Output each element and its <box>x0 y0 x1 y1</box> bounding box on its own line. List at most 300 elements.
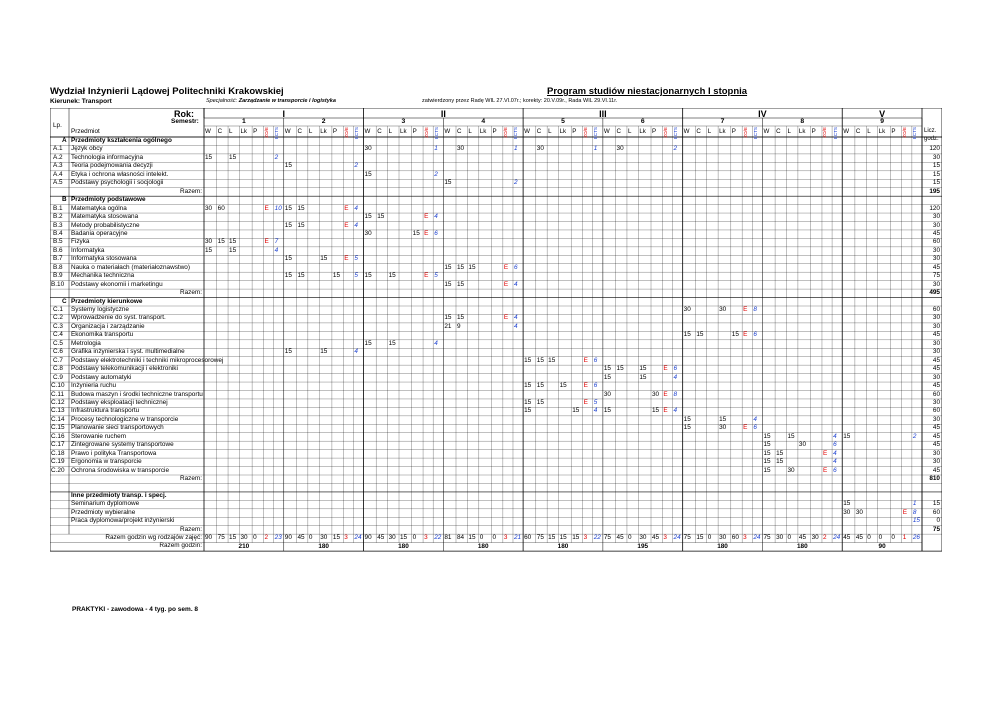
semester-sum-value: 0 <box>787 534 792 542</box>
col-header-w: W <box>364 128 371 135</box>
row-total-hours: 30 <box>932 322 940 330</box>
hours-value: 15 <box>719 415 727 423</box>
hours-value: 15 <box>696 331 704 339</box>
row-lp: B.9 <box>53 272 63 280</box>
semester-sum-value: 30 <box>320 534 328 542</box>
exam-mark: E <box>503 263 509 271</box>
exam-mark: E <box>344 204 349 212</box>
semester-sum-value: 3 <box>663 534 667 542</box>
ects-value: 6 <box>593 356 598 364</box>
year-IV: IV <box>758 109 767 119</box>
row-total-hours: 45 <box>932 424 940 432</box>
row-lp: A.3 <box>53 162 63 170</box>
col-header-ects: ECTS <box>353 127 359 140</box>
hours-value: 15 <box>320 348 328 356</box>
semester-sum-value: 0 <box>492 534 497 542</box>
semester-8: 8 <box>800 118 805 125</box>
semester-sum-value: 23 <box>274 534 282 542</box>
semester-sum-value: 3 <box>344 534 348 542</box>
hours-value: 15 <box>388 339 396 347</box>
row-total-hours: 810 <box>929 475 940 482</box>
col-header-lk: Lk <box>798 128 806 135</box>
subject-name: Informatyka <box>71 246 105 254</box>
ects-value: 4 <box>434 339 438 347</box>
row-lp: C.20 <box>51 466 65 474</box>
year-V: V <box>879 109 886 119</box>
col-header-w: W <box>524 128 530 135</box>
specjalnosc-label <box>206 98 336 104</box>
subject-name: Ochrona środowiska w transporcie <box>71 466 170 474</box>
subject-name: Prawo i polityka Transportowa <box>71 449 157 457</box>
semester-sum-value: 15 <box>400 534 408 542</box>
exam-mark: E <box>743 306 748 313</box>
razem-label: Razem: <box>179 289 202 297</box>
semester-sum-value: 0 <box>412 534 417 542</box>
semester-sum-value: 30 <box>719 534 727 542</box>
row-lp: C.5 <box>53 339 63 347</box>
ects-value: 2 <box>673 145 678 153</box>
row-total-hours: 30 <box>932 213 940 221</box>
subject-name: Seminarium dyplomowe <box>71 500 140 508</box>
row-total-hours: 30 <box>932 255 940 263</box>
ects-value: 6 <box>833 466 837 474</box>
hours-value: 15 <box>731 331 739 339</box>
lp-header: Lp. <box>53 122 62 129</box>
col-header-c: C <box>616 128 622 135</box>
subject-name: Matematyka stosowana <box>71 213 139 221</box>
row-lp: C.12 <box>51 398 65 406</box>
row-lp: B.10 <box>51 280 65 288</box>
row-total-hours: 30 <box>932 398 940 406</box>
row-lp: C.7 <box>53 356 63 364</box>
hours-value: 15 <box>364 339 372 347</box>
col-header-l: L <box>867 128 871 135</box>
semester-sum-value: 24 <box>753 534 761 542</box>
col-header-l: L <box>229 128 233 135</box>
year-II: II <box>440 109 446 119</box>
semester-sum-value: 0 <box>707 534 712 542</box>
semester-sum-value: 81 <box>444 534 452 542</box>
subject-name: Podstawy elektrotechniki i techniki mikroprocesorowej <box>71 356 224 364</box>
col-header-zo-e: ZO/E <box>822 127 828 138</box>
hours-value: 15 <box>843 432 851 440</box>
hours-value: 30 <box>616 145 624 153</box>
row-lp: B.4 <box>53 229 63 237</box>
semester-2: 2 <box>321 118 326 125</box>
hours-value: 15 <box>444 280 452 288</box>
exam-mark: E <box>344 255 349 263</box>
col-header-p: P <box>731 128 736 135</box>
hours-value: 15 <box>284 255 292 263</box>
approval-note: zatwierdzony przez Radę WIL 27.VI.07r.; korekty: 20.V.09r., Rada WIL 29.VI.11r. <box>422 98 618 104</box>
subject-name: Planowanie sieci transportowych <box>71 424 164 432</box>
hours-value: 15 <box>229 153 237 161</box>
hours-value: 21 <box>444 322 452 330</box>
semester-sum-value: 2 <box>264 534 269 542</box>
ects-value: 2 <box>513 179 518 187</box>
section-heading: Przedmioty kierunkowe <box>71 297 143 305</box>
semester-sum-value: 75 <box>217 534 225 542</box>
godz-header: godz. <box>924 136 939 142</box>
row-total-hours: 60 <box>932 390 940 398</box>
hours-value: 15 <box>843 500 851 508</box>
subject-name: Sterowanie ruchem <box>71 432 127 440</box>
hours-value: 30 <box>683 306 691 313</box>
row-lp: B.8 <box>53 263 63 271</box>
hours-value: 15 <box>683 331 691 339</box>
exam-mark: E <box>902 508 907 516</box>
row-lp: C.1 <box>53 306 63 313</box>
row-total-hours: 30 <box>932 153 940 161</box>
ects-value: 4 <box>513 322 518 330</box>
row-lp: C.17 <box>51 441 65 449</box>
ects-value: 4 <box>354 348 358 356</box>
col-header-w: W <box>205 128 211 135</box>
hours-value: 15 <box>205 153 213 161</box>
ects-value: 4 <box>673 373 678 381</box>
hours-value: 15 <box>548 356 556 364</box>
semester-sum-value: 60 <box>524 534 532 542</box>
semester-sum-value: 22 <box>434 534 442 542</box>
row-lp: C.11 <box>51 390 65 398</box>
ects-value: 8 <box>673 390 678 398</box>
semester-sum-value: 0 <box>867 534 871 542</box>
row-total-hours: 15 <box>932 162 940 170</box>
col-header-zo-e: ZO/E <box>343 127 349 138</box>
subject-name: Ekonomika transportu <box>71 331 134 339</box>
hours-value: 15 <box>284 348 292 356</box>
ects-value: 6 <box>833 441 837 449</box>
semester-4: 4 <box>481 118 486 125</box>
subject-name: Budowa maszyn i środki techniczne transportu <box>71 390 203 398</box>
semester-sum-value: 3 <box>424 534 428 542</box>
col-header-l: L <box>707 128 712 135</box>
ects-value: 15 <box>912 517 920 525</box>
semester-total-hours: 195 <box>637 543 649 551</box>
ects-value: 1 <box>513 145 518 153</box>
semester-sum-value: 15 <box>468 534 476 542</box>
row-total-hours: 45 <box>932 365 940 373</box>
semester-sum-value: 0 <box>308 534 313 542</box>
subject-name: Infrastruktura transportu <box>71 407 140 415</box>
row-lp: C.14 <box>51 415 65 423</box>
exam-mark: E <box>264 204 269 212</box>
semester-sum-value: 45 <box>855 534 863 542</box>
section-heading: Inne przedmioty transp. i specj. <box>71 491 167 499</box>
semester-sum-value: 45 <box>798 534 806 542</box>
col-header-c: C <box>217 128 223 135</box>
col-header-c: C <box>377 128 382 135</box>
razem-label: Razem: <box>179 187 202 195</box>
col-header-c: C <box>456 128 462 135</box>
row-lp: B <box>62 196 67 204</box>
row-total-hours: 495 <box>929 289 940 297</box>
hours-value: 30 <box>719 306 727 313</box>
semester-total-hours: 180 <box>318 543 329 551</box>
subject-name: Metrologia <box>71 339 101 347</box>
semester-sum-value: 45 <box>297 534 305 542</box>
col-header-w: W <box>284 128 291 135</box>
col-header-c: C <box>855 128 861 135</box>
semester-sum-value: 45 <box>616 534 624 542</box>
hours-value: 15 <box>468 263 476 271</box>
row-lp: B.6 <box>53 246 63 254</box>
praktyki-note: PRAKTYKI - zawodowa - 4 tyg. po sem. 8 <box>72 606 199 613</box>
row-total-hours: 60 <box>932 508 940 516</box>
row-total-hours: 75 <box>932 272 940 280</box>
row-lp: C.19 <box>51 458 65 466</box>
row-lp: C <box>62 297 67 305</box>
col-header-zo-e: ZO/E <box>503 127 509 138</box>
licz-header: Licz. <box>924 128 937 134</box>
semester-total-hours: 180 <box>557 543 569 551</box>
ects-value: 10 <box>274 204 282 212</box>
hours-value: 30 <box>364 145 372 153</box>
hours-value: 15 <box>652 407 660 415</box>
hours-value: 15 <box>524 382 532 390</box>
col-header-p: P <box>412 128 417 135</box>
row-lp: C.13 <box>51 407 65 415</box>
row-total-hours: 30 <box>932 348 940 356</box>
hours-value: 15 <box>444 314 452 322</box>
subject-name: Nauka o materiałach (materiałoznawstwo) <box>71 263 190 271</box>
col-header-c: C <box>297 128 302 135</box>
row-total-hours: 30 <box>932 221 940 229</box>
page-title-right: Program studiów niestacjonarnych I stopnia <box>547 86 748 97</box>
hours-value: 15 <box>536 398 544 406</box>
hours-value: 15 <box>572 407 580 415</box>
hours-value: 15 <box>284 162 292 170</box>
hours-value: 15 <box>763 466 771 474</box>
hours-value: 15 <box>763 441 771 449</box>
exam-mark: E <box>503 280 509 288</box>
ects-value: 2 <box>912 432 917 440</box>
semester-sum-value: 15 <box>548 534 556 542</box>
ects-value: 2 <box>354 162 358 170</box>
semester-total-hours: 180 <box>717 543 728 551</box>
subject-name: Ergonomia w transporcie <box>71 458 142 466</box>
semester-sum-value: 84 <box>456 534 465 542</box>
col-header-ects: ECTS <box>752 127 758 140</box>
row-total-hours: 15 <box>932 170 940 178</box>
row-total-hours: 30 <box>932 449 940 457</box>
exam-mark: E <box>424 229 429 237</box>
col-header-lk: Lk <box>559 128 567 135</box>
semester-sum-value: 15 <box>696 534 704 542</box>
semester-sum-value: 75 <box>683 534 691 542</box>
exam-mark: E <box>663 390 668 398</box>
col-header-l: L <box>388 128 393 135</box>
hours-value: 15 <box>683 415 691 423</box>
subject-name: Zintegrowane systemy transportowe <box>71 441 174 449</box>
ects-value: 4 <box>753 415 757 423</box>
ects-value: 4 <box>354 221 358 229</box>
row-total-hours: 30 <box>932 339 940 347</box>
col-header-lk: Lk <box>400 128 407 135</box>
row-lp: C.16 <box>51 432 65 440</box>
semester-sum-value: 30 <box>240 534 248 542</box>
col-header-w: W <box>843 128 850 135</box>
hours-value: 15 <box>205 246 213 254</box>
row-total-hours: 0 <box>936 517 940 525</box>
subject-name: Etyka i ochrona własności intelekt. <box>71 170 169 178</box>
hours-value: 15 <box>776 449 784 457</box>
semester-sum-value: 30 <box>811 534 819 542</box>
subject-name: Mechanika techniczna <box>71 272 135 280</box>
semester-1: 1 <box>241 118 246 125</box>
hours-value: 15 <box>536 382 544 390</box>
ects-value: 6 <box>753 424 757 432</box>
col-header-lk: Lk <box>639 128 646 135</box>
hours-value: 15 <box>524 407 532 415</box>
hours-value: 15 <box>284 221 292 229</box>
ects-value: 2 <box>274 153 279 161</box>
semester-sum-value: 0 <box>878 534 883 542</box>
exam-mark: E <box>344 221 349 229</box>
col-header-zo-e: ZO/E <box>662 127 668 138</box>
row-total-hours: 45 <box>932 382 940 390</box>
ects-value: 5 <box>354 272 358 280</box>
row-lp: C.9 <box>53 373 63 381</box>
col-header-l: L <box>787 128 791 135</box>
hours-value: 30 <box>536 145 544 153</box>
semester-sum-value: 45 <box>843 534 851 542</box>
exam-mark: E <box>583 382 588 390</box>
ects-value: 4 <box>833 432 837 440</box>
subject-name: Matematyka ogólna <box>71 204 127 212</box>
hours-value: 15 <box>603 407 611 415</box>
hours-value: 15 <box>388 272 396 280</box>
row-total-hours: 30 <box>932 246 940 254</box>
exam-mark: E <box>822 466 828 474</box>
row-total-hours: 15 <box>932 500 940 508</box>
row-lp: A.5 <box>53 179 63 187</box>
hours-value: 15 <box>297 221 305 229</box>
hours-value: 15 <box>284 204 292 212</box>
rok-label: Rok: <box>174 109 194 119</box>
row-lp: C.3 <box>53 322 63 330</box>
semester-total-hours: 90 <box>878 543 886 551</box>
row-total-hours: 75 <box>932 525 940 533</box>
hours-value: 30 <box>652 390 660 398</box>
subject-name: Język obcy <box>71 145 103 153</box>
subject-name: Badania operacyjne <box>71 229 128 237</box>
hours-value: 15 <box>456 263 465 271</box>
row-lp: C.8 <box>53 365 63 373</box>
hours-value: 15 <box>763 458 771 466</box>
row-total-hours: 60 <box>932 306 940 313</box>
col-header-lk: Lk <box>479 128 487 135</box>
semester-5: 5 <box>561 118 565 125</box>
semester-sum-value: 2 <box>822 534 827 542</box>
col-header-w: W <box>763 128 770 135</box>
hours-value: 15 <box>297 272 305 280</box>
row-lp: B.2 <box>53 213 63 221</box>
row-total-hours: 45 <box>932 263 940 271</box>
subject-name: Podstawy psychologii i socjologii <box>71 179 164 187</box>
hours-value: 30 <box>364 229 372 237</box>
row-lp: A <box>62 137 67 144</box>
semester-sum-value: 15 <box>332 534 340 542</box>
ects-value: 4 <box>593 407 598 415</box>
kierunek-label: Kierunek: Transport <box>50 98 112 105</box>
ects-value: 6 <box>593 382 598 390</box>
col-header-p: P <box>652 128 657 135</box>
row-total-hours: 195 <box>929 187 940 195</box>
row-lp: C.6 <box>53 348 63 356</box>
semester-total-hours: 180 <box>796 543 808 551</box>
row-lp: A.2 <box>53 153 63 161</box>
row-total-hours: 60 <box>932 238 940 246</box>
exam-mark: E <box>424 213 429 221</box>
col-header-ects: ECTS <box>673 127 679 140</box>
row-total-hours: 30 <box>932 415 940 423</box>
year-I: I <box>282 109 286 119</box>
ects-value: 4 <box>354 204 358 212</box>
col-header-p: P <box>332 128 338 135</box>
subject-name: Teoria podejmowania decyzji <box>71 162 153 170</box>
hours-value: 15 <box>763 449 771 457</box>
semester-3: 3 <box>401 118 406 125</box>
semester-sum-value: 24 <box>354 534 362 542</box>
hours-value: 15 <box>284 272 292 280</box>
ects-value: 4 <box>513 314 518 322</box>
curriculum-table <box>50 108 942 604</box>
razem-label: Razem: <box>179 475 202 482</box>
semester-sum-value: 0 <box>479 534 484 542</box>
col-header-c: C <box>696 128 701 135</box>
semester-sum-value: 45 <box>377 534 385 542</box>
col-header-lk: Lk <box>719 128 726 135</box>
col-header-ects: ECTS <box>513 127 519 140</box>
hours-value: 15 <box>639 365 647 373</box>
hours-value: 60 <box>217 204 225 212</box>
col-header-zo-e: ZO/E <box>742 127 748 138</box>
row-lp: B.5 <box>53 238 63 246</box>
hours-value: 15 <box>444 263 452 271</box>
semester-total-hours: 180 <box>398 543 409 551</box>
col-header-p: P <box>572 128 577 135</box>
ects-value: 1 <box>912 500 917 508</box>
ects-value: 4 <box>513 280 518 288</box>
col-header-ects: ECTS <box>433 127 439 140</box>
semester-sum-value: 15 <box>572 534 580 542</box>
semester-sum-value: 21 <box>513 534 522 542</box>
col-header-c: C <box>536 128 542 135</box>
semester-6: 6 <box>640 118 645 125</box>
semester-sum-value: 30 <box>388 534 396 542</box>
subject-name: Wprowadzenie do syst. transport. <box>71 314 166 322</box>
ects-value: 5 <box>593 398 598 406</box>
hours-value: 15 <box>297 204 305 212</box>
semester-sum-value: 22 <box>593 534 601 542</box>
ects-value: 4 <box>274 246 279 254</box>
hours-value: 30 <box>603 390 611 398</box>
hours-value: 15 <box>776 458 784 466</box>
ects-value: 6 <box>673 365 678 373</box>
col-header-c: C <box>776 128 781 135</box>
section-heading: Przedmioty podstawowe <box>71 196 146 204</box>
semester-7: 7 <box>720 118 725 125</box>
semester-sum-value: 90 <box>205 534 213 542</box>
semester-sum-value: 3 <box>503 534 508 542</box>
semester-total-hours: 180 <box>477 543 489 551</box>
row-total-hours: 30 <box>932 314 940 322</box>
col-header-zo-e: ZO/E <box>583 127 589 138</box>
row-total-hours: 30 <box>932 280 940 288</box>
semester-sum-value: 24 <box>673 534 681 542</box>
exam-mark: E <box>264 238 269 246</box>
